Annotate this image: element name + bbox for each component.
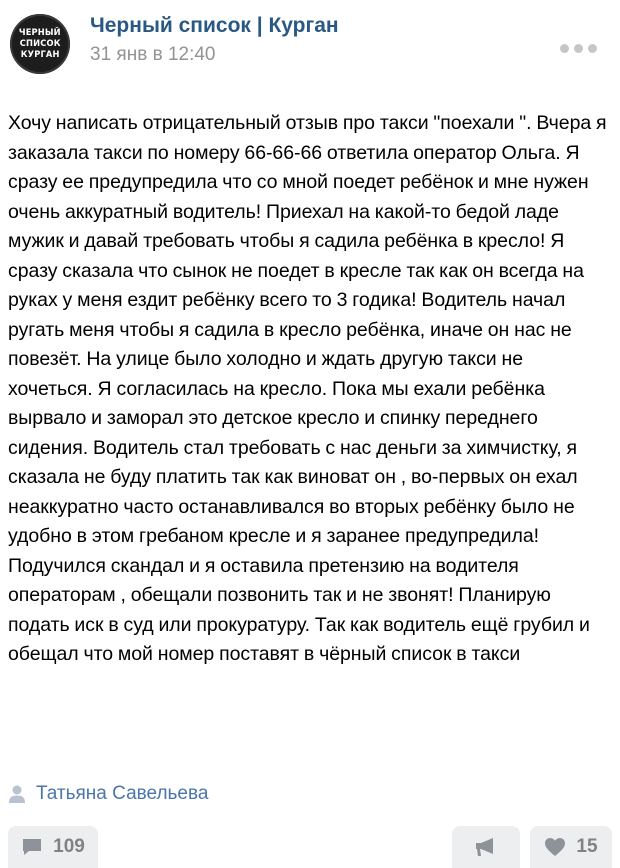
more-dots-icon[interactable] xyxy=(560,42,600,56)
channel-title[interactable]: Черный список | Курган xyxy=(90,14,339,37)
share-button[interactable] xyxy=(452,826,520,868)
share-megaphone-icon xyxy=(473,836,499,858)
comments-button[interactable] xyxy=(8,826,98,868)
like-button[interactable] xyxy=(530,826,612,868)
post-text: Хочу написать отрицательный отзыв про такси "поехали ". Вчера я заказала такси по номеру 66-66-66 ответила оператор Ольга. Я сразу ее предупредила что со мной поедет ребёнок и мне нужен очень аккуратный водитель! Приехал на какой-то бедой ладе мужик и давай требовать чтобы я садила ребёнка в кресло! Я сразу сказала что сынок не поедет в кресле так как он всегда на руках у меня ездит ребёнку всего то 3 годика! Водитель начал ругать меня чтобы я садила в кресло ребёнка, иначе он нас не повезёт. На улице было холодно и ждать другую такси не хочеться. Я согласилась на кресло. Пока мы ехали ребёнка вырвало и заморал это детское кресло и спинку переднего сидения. Водитель стал требовать с нас деньги за химчистку, я сказала не буду платить так как виноват он , во-первых он ехал неаккуратно часто останавливался во вторых ребёнку было не удобно в этом гребаном кресле и я заранее предупредила! Подучился скандал и я оставила претензию на водителя операторам , обещали позвонить так и не звонят! Планирую подать иск в суд или прокуратуру. Так как водитель ещё грубил и обещал что мой номер поставят в чёрный список в такси xyxy=(8,112,607,665)
channel-avatar[interactable] xyxy=(10,14,70,74)
avatar-text-line-2: СПИСОК xyxy=(19,38,61,49)
post-header xyxy=(0,0,620,90)
avatar-text-line-1: ЧЕРНЫЙ xyxy=(19,27,61,38)
user-icon xyxy=(8,784,26,804)
post-time[interactable]: 31 янв в 12:40 xyxy=(90,44,216,65)
comment-icon xyxy=(21,837,43,857)
likes-count: 15 xyxy=(576,836,598,857)
comments-count: 109 xyxy=(53,836,85,857)
post-author[interactable] xyxy=(8,780,208,808)
author-name: Татьяна Савельева xyxy=(36,783,209,804)
heart-icon xyxy=(544,837,566,857)
avatar-text-line-3: КУРГАН xyxy=(20,49,60,60)
